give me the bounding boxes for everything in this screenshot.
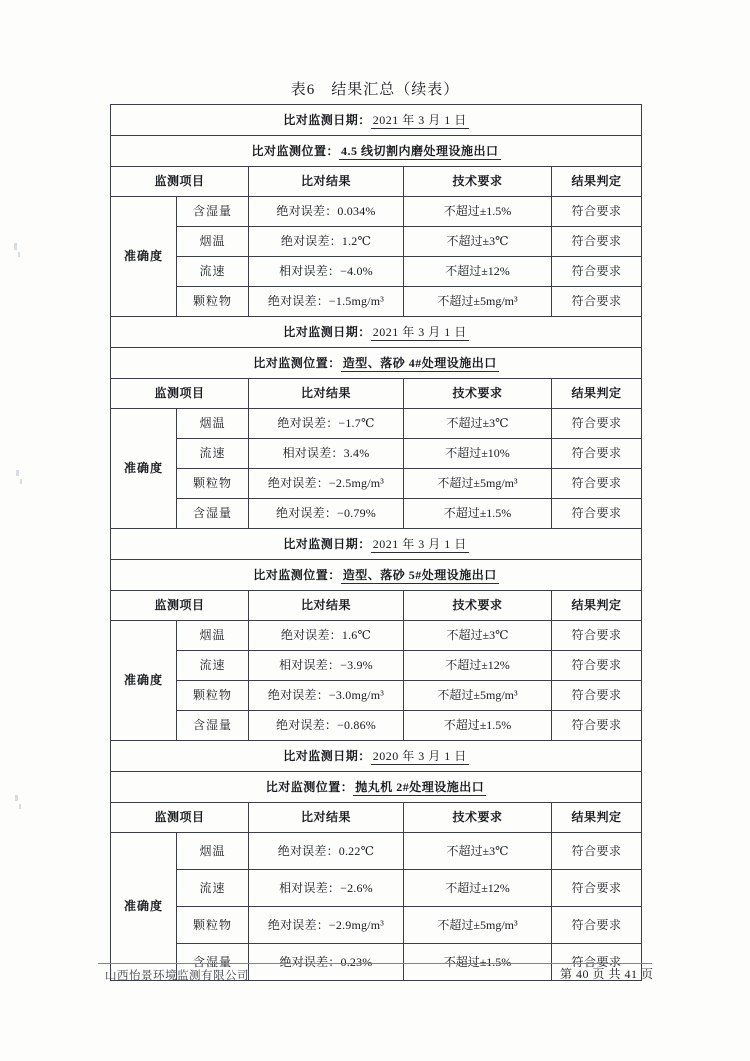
result-verdict: 符合要求	[552, 651, 642, 681]
comparison-result: 绝对误差：1.6℃	[249, 621, 404, 651]
scan-speck	[20, 479, 22, 484]
result-verdict: 符合要求	[552, 681, 642, 711]
parameter-name: 烟温	[177, 833, 249, 870]
column-header-item: 监测项目	[111, 803, 249, 833]
result-verdict: 符合要求	[552, 409, 642, 439]
column-header-verdict: 结果判定	[552, 591, 642, 621]
parameter-name: 颗粒物	[177, 287, 249, 317]
table-row	[111, 651, 642, 681]
result-verdict: 符合要求	[552, 287, 642, 317]
technical-requirement: 不超过±12%	[404, 870, 552, 907]
location-prefix-label: 比对监测位置：	[265, 779, 354, 794]
table-row	[111, 870, 642, 907]
accuracy-label: 准确度	[111, 409, 177, 529]
technical-requirement: 不超过±3℃	[404, 227, 552, 257]
parameter-name: 流速	[177, 651, 249, 681]
table-row	[111, 439, 642, 469]
date-value: 2021 年 3 月 1 日	[372, 536, 467, 551]
column-header-result: 比对结果	[249, 803, 404, 833]
result-verdict: 符合要求	[552, 197, 642, 227]
technical-requirement: 不超过±12%	[404, 257, 552, 287]
column-header-item: 监测项目	[111, 167, 249, 197]
accuracy-label: 准确度	[111, 833, 177, 981]
table-row	[111, 681, 642, 711]
technical-requirement: 不超过±3℃	[404, 833, 552, 870]
location-value: 造型、落砂 5#处理设施出口	[342, 567, 497, 582]
technical-requirement: 不超过±5mg/m³	[404, 469, 552, 499]
result-verdict: 符合要求	[552, 711, 642, 741]
column-header-verdict: 结果判定	[552, 167, 642, 197]
column-header-requirement: 技术要求	[404, 803, 552, 833]
table-row	[111, 257, 642, 287]
date-prefix-label: 比对监测日期：	[283, 536, 371, 551]
location-prefix-label: 比对监测位置：	[253, 567, 341, 582]
results-table	[110, 104, 642, 981]
column-header-requirement: 技术要求	[404, 591, 552, 621]
date-value: 2021 年 3 月 1 日	[372, 324, 467, 339]
comparison-result: 绝对误差：0.22℃	[249, 833, 404, 870]
comparison-result: 相对误差：−3.9%	[249, 651, 404, 681]
accuracy-label: 准确度	[111, 197, 177, 317]
technical-requirement: 不超过±3℃	[404, 621, 552, 651]
result-verdict: 符合要求	[552, 227, 642, 257]
table-row	[111, 741, 642, 772]
date-value: 2020 年 3 月 1 日	[372, 748, 467, 763]
scan-speck	[16, 470, 19, 476]
comparison-result: 绝对误差：−1.7℃	[249, 409, 404, 439]
table-body	[111, 105, 642, 981]
column-header-result: 比对结果	[249, 167, 404, 197]
comparison-date-row	[111, 105, 642, 136]
technical-requirement: 不超过±1.5%	[404, 197, 552, 227]
parameter-name: 烟温	[177, 621, 249, 651]
comparison-location-row	[111, 772, 642, 803]
result-verdict: 符合要求	[552, 907, 642, 944]
parameter-name: 含湿量	[177, 711, 249, 741]
result-verdict: 符合要求	[552, 469, 642, 499]
column-header-item: 监测项目	[111, 591, 249, 621]
comparison-location-row	[111, 348, 642, 379]
comparison-result: 绝对误差：0.23%	[249, 944, 404, 981]
column-header-verdict: 结果判定	[552, 803, 642, 833]
column-header-requirement: 技术要求	[404, 379, 552, 409]
results-table-container	[110, 104, 641, 981]
table-row	[111, 287, 642, 317]
date-prefix-label: 比对监测日期：	[283, 324, 371, 339]
parameter-name: 流速	[177, 257, 249, 287]
technical-requirement: 不超过±5mg/m³	[404, 907, 552, 944]
table-header-row	[111, 591, 642, 621]
parameter-name: 含湿量	[177, 944, 249, 981]
result-verdict: 符合要求	[552, 257, 642, 287]
comparison-result: 绝对误差：−3.0mg/m³	[249, 681, 404, 711]
page-title: 表6 结果汇总（续表）	[290, 82, 460, 98]
result-verdict: 符合要求	[552, 833, 642, 870]
column-header-requirement: 技术要求	[404, 167, 552, 197]
table-row	[111, 560, 642, 591]
accuracy-label: 准确度	[111, 621, 177, 741]
column-header-result: 比对结果	[249, 379, 404, 409]
comparison-result: 绝对误差：1.2℃	[249, 227, 404, 257]
parameter-name: 烟温	[177, 227, 249, 257]
table-row	[111, 409, 642, 439]
table-row	[111, 529, 642, 560]
comparison-result: 绝对误差：−0.79%	[249, 499, 404, 529]
scan-speck	[14, 243, 17, 250]
result-verdict: 符合要求	[552, 439, 642, 469]
parameter-name: 流速	[177, 870, 249, 907]
table-row	[111, 711, 642, 741]
comparison-location-row	[111, 560, 642, 591]
table-header-row	[111, 803, 642, 833]
table-row	[111, 469, 642, 499]
table-row	[111, 136, 642, 167]
date-prefix-label: 比对监测日期：	[283, 748, 371, 763]
table-row	[111, 499, 642, 529]
technical-requirement: 不超过±1.5%	[404, 711, 552, 741]
comparison-result: 绝对误差：−0.86%	[249, 711, 404, 741]
table-row	[111, 105, 642, 136]
date-value: 2021 年 3 月 1 日	[372, 112, 467, 127]
parameter-name: 烟温	[177, 409, 249, 439]
table-header-row	[111, 379, 642, 409]
comparison-result: 绝对误差：−1.5mg/m³	[249, 287, 404, 317]
comparison-result: 相对误差：−4.0%	[249, 257, 404, 287]
column-header-result: 比对结果	[249, 591, 404, 621]
table-row	[111, 907, 642, 944]
parameter-name: 颗粒物	[177, 907, 249, 944]
table-row	[111, 197, 642, 227]
comparison-result: 相对误差：3.4%	[249, 439, 404, 469]
parameter-name: 颗粒物	[177, 469, 249, 499]
comparison-location-row	[111, 136, 642, 167]
technical-requirement: 不超过±3℃	[404, 409, 552, 439]
result-verdict: 符合要求	[552, 621, 642, 651]
table-row	[111, 621, 642, 651]
result-verdict: 符合要求	[552, 944, 642, 981]
comparison-date-row	[111, 741, 642, 772]
location-prefix-label: 比对监测位置：	[251, 143, 340, 158]
column-header-verdict: 结果判定	[552, 379, 642, 409]
location-value: 抛丸机 2#处理设施出口	[355, 779, 485, 794]
location-value: 4.5 线切割内磨处理设施出口	[341, 143, 499, 158]
comparison-result: 绝对误差：0.034%	[249, 197, 404, 227]
scan-speck	[19, 804, 21, 809]
technical-requirement: 不超过±1.5%	[404, 499, 552, 529]
parameter-name: 流速	[177, 439, 249, 469]
table-row	[111, 772, 642, 803]
comparison-date-row	[111, 529, 642, 560]
table-row	[111, 227, 642, 257]
parameter-name: 含湿量	[177, 499, 249, 529]
result-verdict: 符合要求	[552, 870, 642, 907]
parameter-name: 颗粒物	[177, 681, 249, 711]
result-verdict: 符合要求	[552, 499, 642, 529]
comparison-date-row	[111, 317, 642, 348]
parameter-name: 含湿量	[177, 197, 249, 227]
technical-requirement: 不超过±5mg/m³	[404, 681, 552, 711]
scan-speck	[15, 795, 18, 801]
comparison-result: 相对误差：−2.6%	[249, 870, 404, 907]
comparison-result: 绝对误差：−2.9mg/m³	[249, 907, 404, 944]
table-row	[111, 317, 642, 348]
date-prefix-label: 比对监测日期：	[283, 112, 371, 127]
table-header-row	[111, 167, 642, 197]
footer-company: 山西怡景环境监测有限公司	[105, 970, 249, 982]
table-row	[111, 833, 642, 870]
technical-requirement: 不超过±1.5%	[404, 944, 552, 981]
technical-requirement: 不超过±5mg/m³	[404, 287, 552, 317]
column-header-item: 监测项目	[111, 379, 249, 409]
scan-speck	[18, 252, 20, 257]
table-row	[111, 348, 642, 379]
location-prefix-label: 比对监测位置：	[253, 355, 341, 370]
footer-divider	[98, 963, 652, 964]
technical-requirement: 不超过±10%	[404, 439, 552, 469]
location-value: 造型、落砂 4#处理设施出口	[342, 355, 497, 370]
technical-requirement: 不超过±12%	[404, 651, 552, 681]
comparison-result: 绝对误差：−2.5mg/m³	[249, 469, 404, 499]
footer-page-number: 第 40 页 共 41 页	[560, 967, 654, 981]
